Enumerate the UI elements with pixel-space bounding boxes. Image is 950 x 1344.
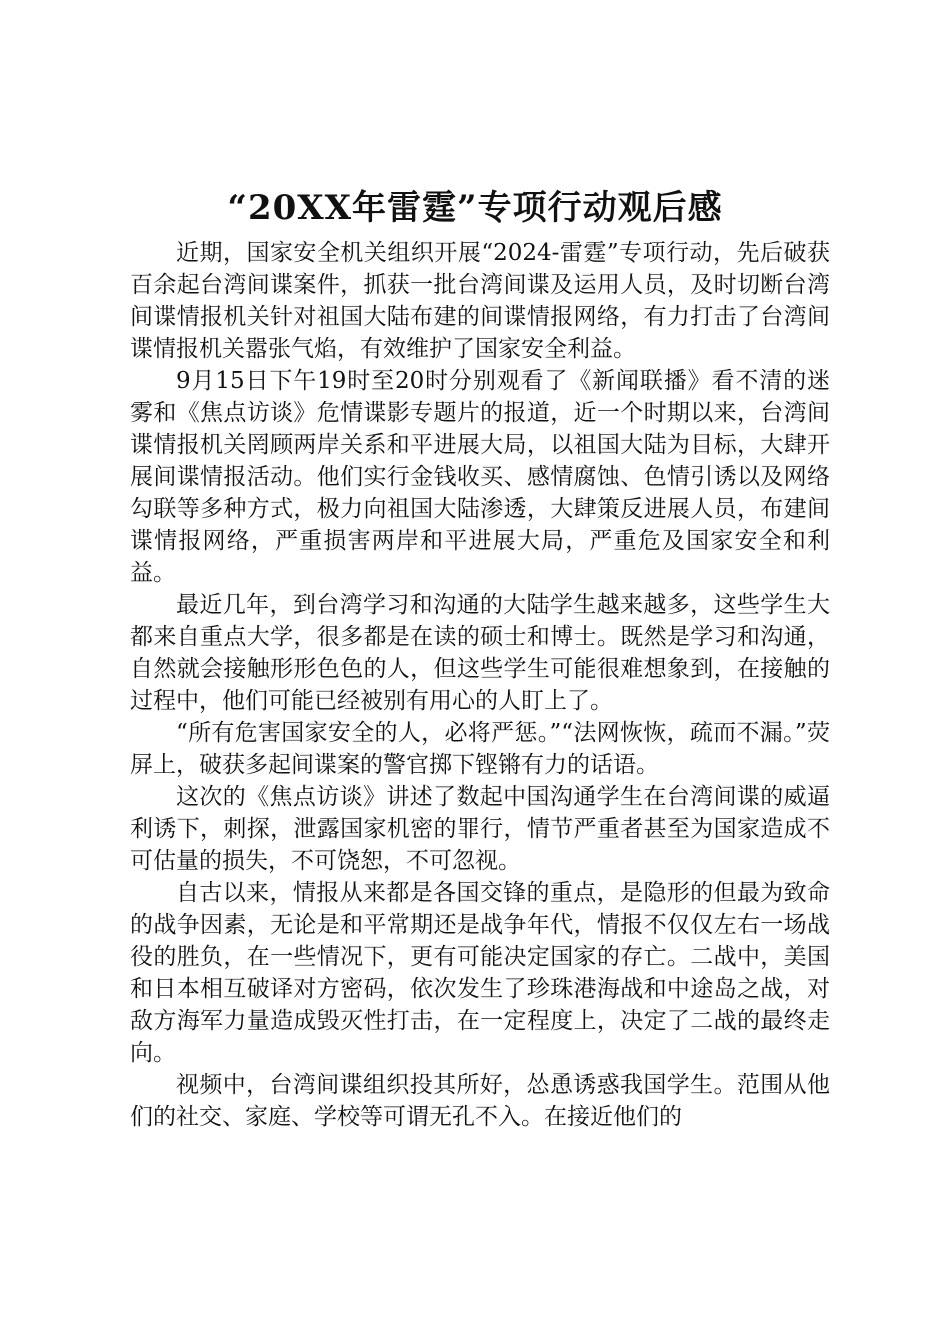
document-title: “20XX年雷霆”专项行动观后感 [227, 188, 723, 228]
paragraph-6: 自古以来，情报从来都是各国交锋的重点，是隐形的但最为致命的战争因素，无论是和平常期还是战争年代，情报不仅仅左右一场战役的胜负，在一些情况下，更有可能决定国家的存亡。二战中，美国和日本相互破译对方密码，依次发生了珍珠港海战和中途岛之战，对敌方海军力量造成毁灭性打击，在一定程度上，决定了二战的最终走向。 [130, 880, 830, 1066]
document-body [130, 237, 830, 1133]
paragraph-2: 9月15日下午19时至20时分别观看了《新闻联播》看不清的迷雾和《焦点访谈》危情谍影专题片的报道，近一个时期以来，台湾间谍情报机关罔顾两岸关系和平进展大局，以祖国大陆为目标，大肆开展间谍情报活动。他们实行金钱收买、感情腐蚀、色情引诱以及网络勾联等多种方式，极力向祖国大陆渗透，大肆策反进展人员，布建间谍情报网络，严重损害两岸和平进展大局，严重危及国家安全和利益。 [130, 368, 830, 586]
paragraph-3: 最近几年，到台湾学习和沟通的大陆学生越来越多，这些学生大都来自重点大学，很多都是在读的硕士和博士。既然是学习和沟通，自然就会接触形形色色的人，但这些学生可能很难想象到，在接触的过程中，他们可能已经被别有用心的人盯上了。 [130, 592, 830, 714]
paragraph-5: 这次的《焦点访谈》讲述了数起中国沟通学生在台湾间谍的威逼利诱下，刺探，泄露国家机密的罪行，情节严重者甚至为国家造成不可估量的损失，不可饶恕，不可忽视。 [130, 784, 830, 874]
paragraph-4: “所有危害国家安全的人，必将严惩。”“法网恢恢，疏而不漏。”荧屏上，破获多起间谍案的警官掷下铿锵有力的话语。 [130, 720, 830, 778]
paragraph-1: 近期，国家安全机关组织开展“2024-雷霆”专项行动，先后破获百余起台湾间谍案件，抓获一批台湾间谍及运用人员，及时切断台湾间谍情报机关针对祖国大陆布建的间谍情报网络，有力打击了台湾间谍情报机关嚣张气焰，有效维护了国家安全利益。 [130, 240, 830, 362]
paragraph-7: 视频中，台湾间谍组织投其所好，怂恿诱惑我国学生。范围从他们的社交、家庭、学校等可谓无孔不入。在接近他们的 [130, 1072, 830, 1130]
